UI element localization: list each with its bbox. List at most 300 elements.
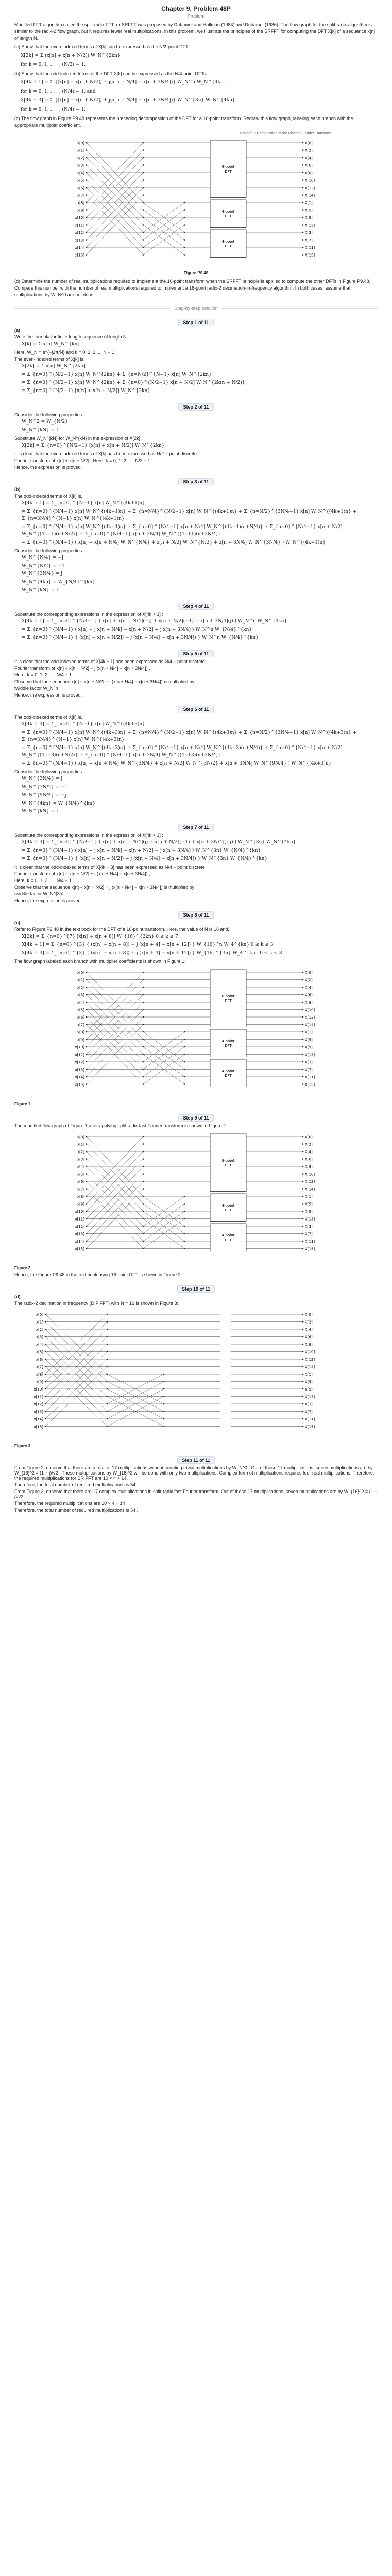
input-label: x[7] bbox=[77, 1187, 84, 1192]
input-label: x[1] bbox=[77, 978, 84, 982]
step-equation: W_N^{N/2} = −1 bbox=[22, 563, 65, 569]
solution-step bbox=[14, 1458, 378, 1513]
step-header bbox=[14, 320, 378, 326]
input-label: x[13] bbox=[33, 1410, 43, 1414]
output-label: X[4] bbox=[305, 1150, 313, 1155]
output-node bbox=[302, 1248, 304, 1249]
output-node bbox=[302, 1076, 304, 1078]
input-label: x[2] bbox=[77, 156, 84, 161]
step-text: Fourier transform of x[n] − x[n + N/2] + j (x[n + N/4] − x[n + 3N/4]) , bbox=[14, 871, 150, 877]
step-text: The even-indexed terms of X[k] is, bbox=[14, 357, 85, 362]
output-node bbox=[302, 217, 304, 218]
input-label: x[7] bbox=[77, 193, 84, 198]
eq-a1: X[2k] = Σ (x[n] + x[n + N/2]) W_N^{2kn} bbox=[21, 53, 121, 59]
input-label: x[1] bbox=[36, 1320, 43, 1325]
step-text: Therefore, the total number of required multiplications is 54 . bbox=[14, 1482, 139, 1488]
step-header bbox=[14, 1115, 378, 1121]
dft-box-label: 4-point bbox=[221, 240, 235, 244]
output-label: X[2] bbox=[305, 978, 313, 982]
input-label: x[0] bbox=[77, 971, 84, 975]
step-equation: = Σ_{n=0}^{N/4−1} ( x[n] + x[n + N/4] W_N^{3N/4} + x[n + N/2] W_N^{3N/2} + x[n + 3N/4] W_N^{9N/4} ) W_N^{(4k+3)n} bbox=[22, 760, 332, 766]
steps-container bbox=[14, 320, 378, 1513]
output-node bbox=[302, 1196, 304, 1197]
step-figure-graph bbox=[14, 1309, 378, 1440]
output-label: X[13] bbox=[305, 223, 315, 228]
step-text: It is clear that the odd-indexed terms of X[4k + 1] has been expressed as N/4 − point discrete bbox=[14, 659, 205, 665]
input-label: x[1] bbox=[77, 148, 84, 153]
input-label: x[2] bbox=[77, 986, 84, 990]
input-label: x[9] bbox=[36, 1380, 43, 1384]
dft-box bbox=[210, 200, 246, 228]
input-label: x[13] bbox=[75, 1067, 84, 1072]
step-equation: W_N^{3N/2} = −1 bbox=[22, 784, 68, 790]
step-equation: W_N^{kN} = 1 bbox=[22, 809, 59, 815]
output-label: X[3] bbox=[305, 1402, 313, 1407]
step-equation: = Σ_{n=0}^{N/4−1} x[n] W_N^{(4k+3)n} + Σ_{n=0}^{N/4−1} x[n + N/4] W_N^{(4k+3)(n+N/4)} + Σ_{n=0}^{N/4−1} x[n + N/2] W_N^{(4k+3)(n+N/2)} + Σ_{n=0}^{N/4−1} x[n + 3N/4] W_N^{(4k+3)(n+3N/4)} bbox=[22, 745, 343, 758]
dft-box bbox=[210, 1059, 246, 1087]
step-part: (c) bbox=[14, 920, 20, 926]
output-label: X[7] bbox=[305, 1067, 313, 1072]
step-label: Step 4 of 11 bbox=[178, 603, 213, 610]
dft-box bbox=[210, 1134, 246, 1192]
step-equation: X[4k + 3] = Σ_{n=0}^{3} { (x[n] − x[n + 8]) + j (x[n + 4] − x[n + 12]) } W_{16}^{3n} W_4^{kn} 0 ≤ k ≤ 3 bbox=[22, 951, 282, 956]
output-node bbox=[302, 1403, 304, 1405]
step-part: (b) bbox=[14, 486, 21, 492]
input-label: x[10] bbox=[33, 1387, 43, 1392]
step-header bbox=[14, 825, 378, 831]
input-label: x[3] bbox=[77, 993, 84, 997]
input-label: x[0] bbox=[36, 1313, 43, 1317]
step-text: It is clear that the odd-indexed terms of X[4k + 3] has been expressed as N/4 − point discrete bbox=[14, 865, 205, 870]
output-label: X[7] bbox=[305, 238, 313, 243]
output-label: X[4] bbox=[305, 156, 313, 161]
output-label: X[15] bbox=[305, 253, 315, 258]
output-label: X[15] bbox=[305, 1425, 315, 1429]
output-node bbox=[302, 1166, 304, 1167]
step-text: The modified flow graph of Figure 1 after applying split-radix fast Fourier transform is shown in Figure 2: bbox=[14, 1123, 227, 1129]
input-label: x[9] bbox=[77, 1038, 84, 1042]
dft-box-label: 4-point bbox=[221, 1233, 235, 1238]
output-node bbox=[302, 1351, 304, 1352]
eq-a2: for k = 0, 1, . . . , (N/2) − 1. bbox=[21, 62, 86, 67]
output-label: X[6] bbox=[305, 1335, 313, 1340]
output-label: X[9] bbox=[305, 1210, 313, 1214]
output-label: X[0] bbox=[305, 141, 313, 146]
step-text: The odd-indexed terms of X[k] is, bbox=[14, 715, 83, 720]
part-b-text: (b) Show that the odd-indexed terms of the DFT X[k] can be expressed as the N/4-point DFTs bbox=[14, 71, 206, 77]
input-label: x[2] bbox=[77, 1150, 84, 1155]
input-label: x[1] bbox=[77, 1142, 84, 1147]
output-node bbox=[302, 1024, 304, 1025]
output-label: X[12] bbox=[305, 1015, 315, 1020]
output-node bbox=[302, 1388, 304, 1390]
figure-p948-caption: Figure P9.48 bbox=[183, 270, 209, 276]
output-node bbox=[302, 1226, 304, 1227]
output-node bbox=[302, 150, 304, 151]
step-text: It is clear that the even-indexed terms of X[k] has been expressed as N/2 − point discrete bbox=[14, 451, 197, 456]
output-node bbox=[302, 1359, 304, 1360]
input-label: x[0] bbox=[77, 141, 84, 146]
step-figure-caption: Figure 2 bbox=[14, 1266, 31, 1271]
step-equation: X[4k + 3] = Σ_{n=0}^{N/4−1} ( x[n] + x[n + N/4](j) + x[n + N/2](−1) + x[n + 3N/4](−j) ) W_N^{3n} W_N^{4kn} bbox=[22, 840, 296, 845]
output-label: X[5] bbox=[305, 1380, 313, 1384]
step-figure-caption: Figure 3 bbox=[14, 1444, 31, 1449]
step-text: Therefore, the total number of required multiplications is 54 . bbox=[14, 1507, 139, 1513]
step-text: Therefore, the required multiplications are 10 × 4 + 14 . bbox=[14, 1501, 128, 1506]
step-figure bbox=[14, 1309, 378, 1440]
output-node bbox=[302, 1418, 304, 1420]
output-node bbox=[302, 1233, 304, 1234]
figure-p948 bbox=[14, 132, 378, 275]
step-text: Hence, the expression is proved. bbox=[14, 898, 82, 904]
input-label: x[10] bbox=[75, 1045, 84, 1050]
dft-box bbox=[210, 1194, 246, 1222]
output-label: X[13] bbox=[305, 1217, 315, 1222]
input-label: x[2] bbox=[36, 1328, 43, 1332]
step-header bbox=[14, 651, 378, 657]
output-node bbox=[302, 1046, 304, 1048]
output-node bbox=[302, 232, 304, 233]
output-label: X[3] bbox=[305, 1225, 313, 1229]
input-label: x[11] bbox=[33, 1395, 43, 1399]
solution-step bbox=[14, 320, 378, 395]
dft-box-label: DFT bbox=[225, 1073, 232, 1078]
input-label: x[7] bbox=[36, 1365, 43, 1369]
output-label: X[14] bbox=[305, 1187, 315, 1192]
input-label: x[11] bbox=[75, 223, 84, 228]
output-label: X[9] bbox=[305, 216, 313, 221]
output-label: X[2] bbox=[305, 1320, 313, 1325]
output-node bbox=[302, 157, 304, 159]
dft-box-label: DFT bbox=[225, 244, 232, 249]
dft-box-label: DFT bbox=[225, 1238, 232, 1242]
dft-box-label: 8-point bbox=[221, 1158, 235, 1163]
solution-step bbox=[14, 404, 378, 470]
step-label: Step 7 of 11 bbox=[178, 824, 213, 831]
output-label: X[8] bbox=[305, 1343, 313, 1347]
step-part: (a) bbox=[14, 328, 20, 333]
step-label: Step 3 of 11 bbox=[178, 478, 213, 485]
step-equation: X[2k] = Σ x[n] W_N^{2kn} bbox=[22, 364, 87, 369]
output-label: X[12] bbox=[305, 186, 315, 191]
step-equation: = Σ_{n=0}^{N/4−1} ( x[n] + x[n + N/4] W_N^{N/4} + x[n + N/2] W_N^{N/2} + x[n + 3N/4] W_N^{3N/4} ) W_N^{(4k+1)n} bbox=[22, 539, 326, 545]
output-node bbox=[302, 1143, 304, 1145]
output-node bbox=[302, 1381, 304, 1382]
output-label: X[14] bbox=[305, 1365, 315, 1369]
output-node bbox=[302, 1396, 304, 1397]
input-label: x[12] bbox=[75, 231, 84, 235]
output-label: X[3] bbox=[305, 1060, 313, 1065]
input-label: x[5] bbox=[77, 1008, 84, 1012]
dft-box-label: 4-point bbox=[221, 210, 235, 214]
step-text: Here, W_N = e^{−j2π/N} and k = 0, 1, 2, ... N − 1 bbox=[14, 350, 115, 355]
output-label: X[4] bbox=[305, 1328, 313, 1332]
output-label: X[1] bbox=[305, 1372, 313, 1377]
step-text: Consider the following properties: bbox=[14, 412, 83, 418]
step-label: Step 10 of 11 bbox=[177, 1285, 215, 1293]
input-label: x[3] bbox=[36, 1335, 43, 1340]
input-label: x[4] bbox=[77, 1165, 84, 1170]
output-node bbox=[302, 1218, 304, 1219]
problem-statement bbox=[14, 22, 378, 129]
step-text: Observe that the sequence x[n] − x[n + N/2] + j (x[n + N/4] − x[n + 3N/4]) is multiplied by bbox=[14, 885, 195, 890]
step-figure bbox=[14, 967, 378, 1098]
solution-step bbox=[14, 825, 378, 903]
step-equation: X[4k + 1] = Σ_{n=0}^{N/4−1} ( x[n] + x[n + N/4](−j) + x[n + N/2](−1) + x[n + 3N/4](j) ) W_N^n W_N^{4kn} bbox=[22, 619, 287, 624]
step-text: The odd-indexed terms of X[k] is, bbox=[14, 493, 83, 499]
step-text: Fourier transform of x[n] − x[n + N/2] − j (x[n + N/4] − x[n + 3N/4]) , bbox=[14, 666, 150, 671]
solution-step bbox=[14, 604, 378, 642]
step-label: Step 5 of 11 bbox=[178, 650, 213, 657]
output-node bbox=[302, 195, 304, 196]
output-node bbox=[302, 1329, 304, 1330]
output-node bbox=[302, 165, 304, 166]
input-label: x[3] bbox=[77, 1157, 84, 1162]
eq-b1: X[4k + 1] = Σ {(x[n] − x[n + N/2]) − j(x[n + N/4] − x[n + 3N/4])} W_N^n W_N^{4kn} bbox=[21, 80, 227, 86]
output-node bbox=[302, 1136, 304, 1138]
eq-b2: for k = 0, 1, . . . , (N/4) − 1, and bbox=[21, 89, 96, 94]
step-text: Here, k = 0, 1, 2, ..., N/4 − 1 bbox=[14, 878, 72, 884]
solution-step bbox=[14, 1115, 378, 1277]
solution-step bbox=[14, 479, 378, 595]
input-label: x[4] bbox=[36, 1343, 43, 1347]
output-node bbox=[302, 1336, 304, 1337]
step-equation: = Σ_{n=0}^{N/4−1} x[n] W_N^{(4k+1)n} + Σ_{n=0}^{N/4−1} x[n + N/4] W_N^{(4k+1)(n+N/4)} + Σ_{n=0}^{N/4−1} x[n + N/2] W_N^{(4k+1)(n+N/2)} + Σ_{n=0}^{N/4−1} x[n + 3N/4] W_N^{(4k+1)(n+3N/4)} bbox=[22, 524, 343, 537]
input-label: x[3] bbox=[77, 163, 84, 168]
output-node bbox=[302, 1054, 304, 1055]
step-figure-caption: Figure 1 bbox=[14, 1101, 31, 1107]
step-header bbox=[14, 1286, 378, 1292]
output-label: X[14] bbox=[305, 193, 315, 198]
input-label: x[7] bbox=[77, 1023, 84, 1027]
step-header bbox=[14, 604, 378, 609]
output-node bbox=[302, 1016, 304, 1018]
output-label: X[11] bbox=[305, 1240, 315, 1244]
step-equation: = Σ_{n=0}^{N/2−1} [x[n] + x[n + N/2]] W_N^{2kn} bbox=[22, 388, 150, 394]
input-label: x[6] bbox=[77, 186, 84, 191]
output-label: X[11] bbox=[305, 1417, 315, 1422]
dft-box-label: DFT bbox=[225, 1043, 232, 1048]
input-label: x[0] bbox=[77, 1135, 84, 1140]
problem-intro: Modified FFT algorithm called the split-radix FFT, or SRFFT was proposed by Duhamel and Hollman (1984) and Duhamel (1986). The flow graph for the split-radix algorithm is similar to the radix-2 flow graph, but it requires fewer real multiplications. In this problem, we illustrate the principles of the SRFFT for computing the DFT X[k] of a sequence x[n] of length N. bbox=[14, 22, 375, 41]
output-label: X[1] bbox=[305, 1195, 313, 1199]
input-label: x[8] bbox=[77, 1030, 84, 1035]
output-node bbox=[302, 255, 304, 256]
output-node bbox=[302, 1158, 304, 1160]
output-label: X[0] bbox=[305, 971, 313, 975]
step-text: Write the formula for finite length sequence of length N: bbox=[14, 334, 128, 340]
step-equation: = Σ_{n=0}^{N/2−1} x[n] W_N^{2kn} + Σ_{n=N/2}^{N−1} x[n] W_N^{2kn} bbox=[22, 372, 212, 378]
step-text: Substitute W_N^{kN} for W_N^{kN} in the expression of X[2k] : bbox=[14, 436, 143, 442]
step-text: Substitute the corresponding expressions in the expression of X[4k + 3] : bbox=[14, 833, 163, 838]
output-label: X[10] bbox=[305, 1172, 315, 1177]
output-node bbox=[302, 1083, 304, 1085]
dft-box-label: DFT bbox=[225, 1163, 232, 1167]
output-node bbox=[302, 972, 304, 973]
step-equation: X[k] = Σ x[n] W_N^{kn} bbox=[22, 342, 80, 347]
output-node bbox=[302, 1031, 304, 1033]
step-equation: X[2k] = Σ_{n=0}^{7} [x[n] + x[n + 8]] W_{16}^{2kn} 0 ≤ k ≤ 7 bbox=[22, 934, 178, 940]
input-label: x[6] bbox=[77, 1015, 84, 1020]
input-label: x[5] bbox=[36, 1350, 43, 1354]
input-label: x[6] bbox=[36, 1358, 43, 1362]
input-label: x[8] bbox=[77, 201, 84, 206]
chapter-title: Chapter 9, Problem 48P bbox=[161, 5, 231, 12]
step-label: Step 8 of 11 bbox=[178, 911, 213, 919]
output-node bbox=[302, 1039, 304, 1040]
dft-box-label: DFT bbox=[225, 998, 232, 1003]
step-header bbox=[14, 912, 378, 918]
solution-step bbox=[14, 1286, 378, 1448]
input-label: x[14] bbox=[75, 1075, 84, 1080]
input-label: x[15] bbox=[75, 1247, 84, 1251]
step-equation: X[4k + 3] = Σ_{n=0}^{N−1} x[n] W_N^{(4k+3)n} bbox=[22, 722, 145, 727]
input-label: x[5] bbox=[77, 178, 84, 183]
output-label: X[11] bbox=[305, 1075, 315, 1080]
output-label: X[3] bbox=[305, 231, 313, 235]
input-label: x[9] bbox=[77, 208, 84, 213]
step-text: Fourier transform of x[n] + x[n + N/2] , Here, k = 0, 1, 2, ..., N/2 − 1 bbox=[14, 457, 150, 463]
input-label: x[12] bbox=[33, 1402, 43, 1407]
input-label: x[14] bbox=[75, 1240, 84, 1244]
input-label: x[9] bbox=[77, 1202, 84, 1207]
step-text: Hence, the expression is proved. bbox=[14, 464, 82, 470]
output-node bbox=[302, 247, 304, 248]
input-label: x[11] bbox=[75, 1217, 84, 1222]
output-node bbox=[302, 1344, 304, 1345]
output-node bbox=[302, 1002, 304, 1003]
output-node bbox=[302, 1151, 304, 1153]
output-label: X[2] bbox=[305, 1142, 313, 1147]
output-label: X[12] bbox=[305, 1180, 315, 1184]
input-label: x[5] bbox=[77, 1172, 84, 1177]
step-figure-graph bbox=[14, 1131, 378, 1263]
dft-box bbox=[210, 1029, 246, 1057]
step-text: Here, k = 0, 1, 2, ..., N/4 − 1 bbox=[14, 672, 72, 678]
output-node bbox=[302, 979, 304, 980]
input-label: x[4] bbox=[77, 171, 84, 176]
step-header bbox=[14, 1458, 378, 1463]
output-node bbox=[302, 1173, 304, 1175]
output-label: X[5] bbox=[305, 1038, 313, 1042]
output-node bbox=[302, 180, 304, 181]
output-node bbox=[302, 1426, 304, 1427]
part-a-text: (a) Show that the even-indexed terms of X[k] can be expressed as the N/2-point DFT bbox=[14, 44, 189, 50]
solution-step bbox=[14, 707, 378, 816]
output-node bbox=[302, 987, 304, 988]
output-label: X[10] bbox=[305, 178, 315, 183]
step-equation: = Σ_{n=0}^{N/4−1} ( x[n] − j x[n + N/4] − x[n + N/2] + j x[n + 3N/4] ) W_N^n W_{N/4}^{kn} bbox=[22, 627, 252, 633]
output-label: X[15] bbox=[305, 1247, 315, 1251]
step-equation: W_N^{N/4} = −j bbox=[22, 555, 63, 561]
output-node bbox=[302, 1314, 304, 1315]
input-label: x[4] bbox=[77, 1001, 84, 1005]
output-node bbox=[302, 1203, 304, 1205]
output-label: X[10] bbox=[305, 1350, 315, 1354]
step-text: Consider the following properties: bbox=[14, 548, 83, 553]
step-text: Hence, the expression is proved. bbox=[14, 692, 82, 698]
output-node bbox=[302, 994, 304, 995]
output-label: X[9] bbox=[305, 1387, 313, 1392]
step-figure bbox=[14, 1131, 378, 1263]
step-text: Observe that the sequence x[n] − x[n + N/2] − j (x[n + N/4] − x[n + 3N/4]) is multiplied by bbox=[14, 679, 195, 685]
step-equation: = Σ_{n=0}^{N/4−1} { (x[n] − x[n + N/2]) + j (x[n + N/4] − x[n + 3N/4]) } W_N^{3n} W_{N/4}^{kn} bbox=[22, 856, 268, 862]
step-label: Step 1 of 11 bbox=[178, 319, 213, 326]
output-label: X[5] bbox=[305, 1202, 313, 1207]
dft-box bbox=[210, 970, 246, 1027]
part-c-text: (c) The flow graph in Figure P9.48 represents the preceding decomposition of the DFT for a 16-point transform. Redraw this flow graph, labeling each branch with the appropriate multiplier coefficient. bbox=[14, 116, 353, 128]
output-node bbox=[302, 210, 304, 211]
dft-box bbox=[210, 1224, 246, 1251]
output-node bbox=[302, 1061, 304, 1063]
dft-box bbox=[210, 140, 246, 198]
step-text: Hence, the Figure P9.48 in the text book using 16-point DFT is shown in Figure 2. bbox=[14, 1272, 182, 1278]
part-d-text: (d) Determine the number of real multiplications required to implement the 16-point transform when the SRFFT principle is applied to compute the other DFTs in Figure P9.48. Compare this number with the number of real multiplications required to implement a 16-point radix-2 decimation-in-frequency algorithm. In both cases, assume that multiplications by W_N^0 are not done. bbox=[14, 279, 371, 298]
solution-page bbox=[14, 0, 378, 1513]
output-node bbox=[302, 142, 304, 144]
output-label: X[6] bbox=[305, 163, 313, 168]
step-text: The radix-2 decimation in frequency (DIF FFT) with N = 16 is shown in Figure 3: bbox=[14, 1301, 178, 1307]
step-equation: W_N^{4kn} = W_{N/4}^{kn} bbox=[22, 580, 95, 585]
figure-p948-graph bbox=[14, 135, 378, 269]
output-label: X[1] bbox=[305, 201, 313, 206]
dft-box-label: 4-point bbox=[221, 1069, 235, 1073]
dft-box-label: DFT bbox=[225, 170, 232, 174]
eq-b3: X[4k + 3] = Σ {(x[n] − x[n + N/2]) + j(x[n + N/4] − x[n + 3N/4])} W_N^{3n} W_N^{4kn} bbox=[21, 98, 235, 104]
step-equation: W_N^{kN} = 1 bbox=[22, 428, 59, 433]
eq-b4: for k = 0, 1, . . . , (N/4) − 1. bbox=[21, 107, 86, 112]
step-label: Step 2 of 11 bbox=[178, 403, 213, 411]
output-label: X[8] bbox=[305, 171, 313, 176]
step-equation: W_N^{9N/4} = −j bbox=[22, 792, 66, 798]
output-label: X[8] bbox=[305, 1001, 313, 1005]
step-equation: X[4k + 1] = Σ_{n=0}^{3} { (x[n] − x[n + 8]) − j (x[n + 4] − x[n + 12]) } W_{16}^n W_4^{kn} 0 ≤ k ≤ 3 bbox=[22, 942, 274, 948]
output-label: X[14] bbox=[305, 1023, 315, 1027]
output-node bbox=[302, 1069, 304, 1070]
output-node bbox=[302, 225, 304, 226]
output-node bbox=[302, 1241, 304, 1242]
step-text: Substitute the corresponding expressions in the expression of X[4k + 1] : bbox=[14, 612, 163, 617]
output-label: X[13] bbox=[305, 1395, 315, 1399]
step-header bbox=[14, 404, 378, 410]
output-label: X[1] bbox=[305, 1030, 313, 1035]
solution-divider-label: Step-by-step solution bbox=[170, 306, 222, 311]
output-node bbox=[302, 1188, 304, 1190]
input-label: x[15] bbox=[75, 1082, 84, 1087]
solution-step bbox=[14, 651, 378, 698]
output-label: X[6] bbox=[305, 993, 313, 997]
input-label: x[8] bbox=[36, 1372, 43, 1377]
output-node bbox=[302, 1321, 304, 1323]
step-equation: W_N^{3N/4} = j bbox=[22, 571, 63, 577]
input-label: x[10] bbox=[75, 216, 84, 221]
output-label: X[7] bbox=[305, 1410, 313, 1414]
step-text: From Figure 2, observe that there are a total of 17 multiplications without counting trivial multiplications by W_N^0 . Out of these 17 multiplications, seven multiplications are by W_{16}^2 = (1 − j)/√2 . These multiplications by W_{16}^2 will be done with only two multiplications. Complex form of multiplications requires four real multiplications. Therefore, the required multiplications for SR FFT are 10 × 4 + 14. bbox=[14, 1465, 374, 1481]
solution-step bbox=[14, 912, 378, 1106]
output-node bbox=[302, 1181, 304, 1182]
output-node bbox=[302, 240, 304, 241]
input-label: x[12] bbox=[75, 1225, 84, 1229]
step-equation: W_N^2 = W_{N/2} bbox=[22, 419, 68, 425]
step-equation: W_N^{4kn} = W_{N/4}^{kn} bbox=[22, 801, 95, 806]
dft-box-label: DFT bbox=[225, 214, 232, 219]
step-equation: = Σ_{n=0}^{N/4−1} x[n] W_N^{(4k+1)n} + Σ_{n=N/4}^{N/2−1} x[n] W_N^{(4k+1)n} + Σ_{n=N/2}^{3N/4−1} x[n] W_N^{(4k+1)n} + Σ_{n=3N/4}^{N−1} x[n] W_N^{(4k+1)n} bbox=[22, 509, 357, 521]
step-header bbox=[14, 707, 378, 713]
output-node bbox=[302, 202, 304, 204]
step-equation: X[2k] = Σ_{n=0}^{N/2−1} [x[n] + x[n + N/2]] W_N^{2kn} bbox=[22, 443, 165, 449]
output-node bbox=[302, 1211, 304, 1212]
dft-box-label: 4-point bbox=[221, 1203, 235, 1208]
